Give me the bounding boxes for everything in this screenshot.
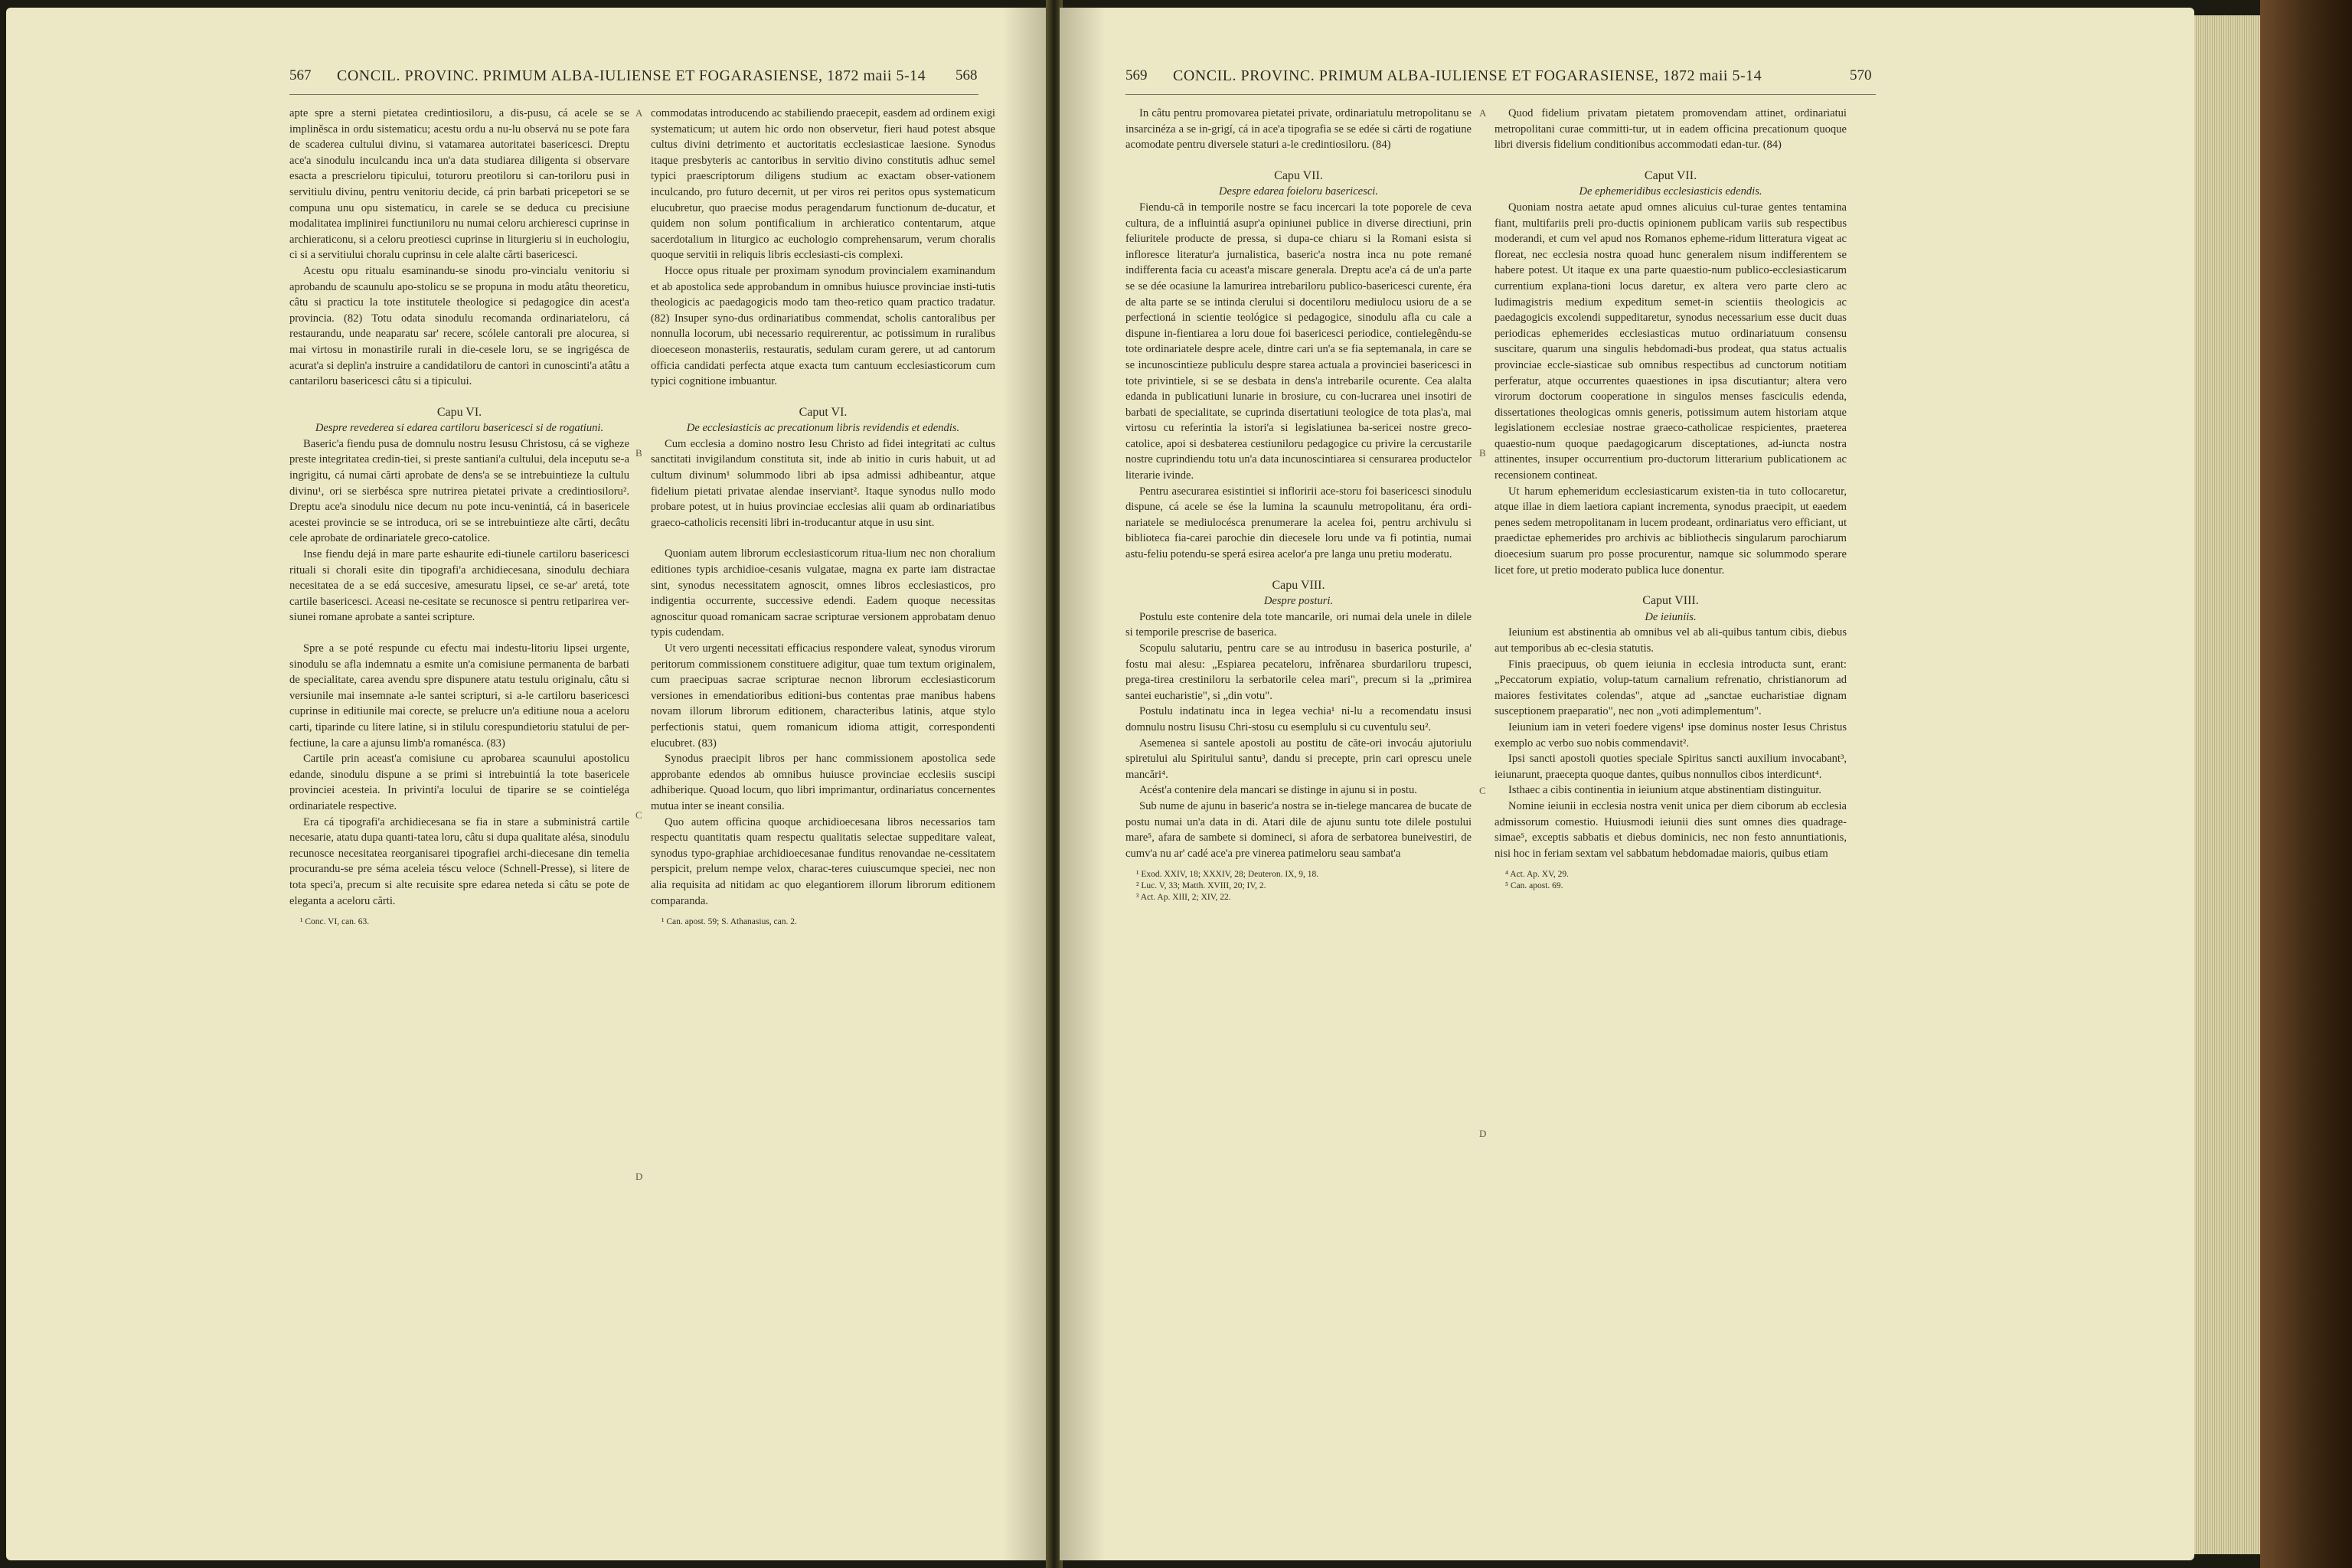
paragraph: Baseric'a fiendu pusa de domnulu nostru Iesusu Christosu, cá se vigheze preste integritatea credin-tiei, si preste santiani'a cultului, dela inceputu se-a ingrigitu, cá numai cărti aprobate de dens'a se se intrebuintieze la cultulu divinu¹, ori se sierbésca spre nutrirea pietatei private a credintiosiloru². Dreptu ace'a sinodulu nice decum nu pote incu-venintiá, cá in basericele acestei provincie se se introduca, ori se se intrebuintieze alte cărti, decâtu cele aprobate de ordinariatele greco-catolice. xyxy=(289,437,629,545)
gutter-shadow xyxy=(1003,8,1049,1560)
paragraph: Asemenea si santele apostoli au postitu de căte-ori invocáu ajutoriulu spiretului alu Spiritului santu³, dandu si precepte, prin cari oprescu unele mancări⁴. xyxy=(1125,737,1472,781)
header-rule xyxy=(1125,94,1876,95)
chapter-title: Caput VI. xyxy=(799,405,848,419)
paragraph: Quoniam autem librorum ecclesiasticorum ritua-lium nec non choralium editiones typis archidioe-cesanis vulgatae, magna ex parte iam distractae sint, synodus necessitatem agnoscit, omnes libros ecclesiasticos, pro indigentia occurrente, successive edendi. Eadem quoque necessitas agnoscitur quoad romanicam sacrae scripturae versionem approbatam denuo typis cudendam. xyxy=(651,547,995,639)
footnote xyxy=(1125,869,1472,903)
paragraph: Acést'a contenire dela mancari se distinge in ajunu si in postu. xyxy=(1139,784,1417,797)
chapter-title: Caput VII. xyxy=(1644,168,1697,182)
paragraph: Sub nume de ajunu in baseric'a nostra se in-tielege mancarea de bucate de postu numai un'a data in di. Atari dile de ajunu suntu tote dilele postului mare⁵, afara de sambete si domineci, si afora de serbatorea buneivestiri, de cumv'a nu ar' cadé ace'a pre vinerea patimeloru seau sambat'a xyxy=(1125,799,1472,860)
page-number-568: 568 xyxy=(956,67,978,83)
paragraph: Quod fidelium privatam pietatem promovendam attinet, ordinariatui metropolitani curae committi-tur, ut in eadem officina precationum quoque libri diversis fidelium conditionibus accommodati edan-tur. (84) xyxy=(1494,107,1847,152)
footnote-line: ⁵ Can. apost. 69. xyxy=(1505,881,1563,891)
footnote-line: ³ Act. Ap. XIII, 2; XIV, 22. xyxy=(1136,893,1231,903)
latin-column xyxy=(651,106,995,928)
margin-letter-d: D xyxy=(1479,1128,1487,1139)
page-number-567: 567 xyxy=(289,67,312,83)
paragraph: Finis praecipuus, ob quem ieiunia in ecclesia introducta sunt, erant: „Peccatorum expiatio, volup-tatum carnalium refrenatio, christianorum ad maiores festivitates colendas", atque ad „sanctae eucharistiae dignam susceptionem praeparatio", nec non „voti adimplementum". xyxy=(1494,658,1847,718)
chapter-subtitle: Despre revederea si edarea cartiloru basericesci si de rogatiuni. xyxy=(315,422,604,435)
paragraph: Cum ecclesia a domino nostro Iesu Christo ad fidei integritati ac cultus sanctitati invigilandum constituta sit, inde ab initio in curis habuit, ut ad cultum divinum¹ solummodo libri ab ipsa admissi adhibeantur, atque fidelium pietati privatae alendae inserviant². Itaque synodus nullo modo probare potest, ut in huius provinciae ecclesias alii quam ab ordinariatibus graeco-catholicis recensiti libri in-troducantur atque in usu sint. xyxy=(651,437,995,529)
paragraph: Pentru asecurarea esistintiei si infloririi ace-storu foi basericesci sinodulu dispune, cá acele se ése la lumina la scaunulu metropolitanu, éra ordi-nariatele se mediulocésca prenumerare la acelea foi, pentru archivulu si biblioteca fia-carei parochie din diecesele loru unde va fi potintia, numai astu-feliu potendu-se sperá esirea acelor'a pre langa unu pretiu moderatu. xyxy=(1125,485,1472,561)
footnote-line: ² Luc. V, 33; Matth. XVIII, 20; IV, 2. xyxy=(1136,881,1266,891)
paragraph: Nomine ieiunii in ecclesia nostra venit unica per diem ciborum ab ecclesia admissorum comestio. Huiusmodi ieiunii dies sunt omnes dies quadrage-simae⁵, exceptis sabbatis et diebus dominicis, nec non festo annuntiationis, nisi hoc in feriam sextam vel sabbatum hebdomadae maioris, quibus etiam xyxy=(1494,799,1847,860)
footnote xyxy=(1494,869,1847,892)
paragraph: Postulu este contenire dela tote mancarile, ori numai dela unele in dilele si temporile prescrise de baserica. xyxy=(1125,610,1472,639)
paragraph: Spre a se poté respunde cu efectu mai indestu-litoriu lipsei urgente, sinodulu se afla indemnatu a esmite un'a comisiune permanenta de barbati de specialitate, carea avendu spre dispunere atatu testulu originalu, câtu si versiunile mai insemnate a-le santei scripturi, si a-le cartiloru basericesci cuprinse in editiunile mai corecte, se prelucre un'a editiune noua a aceloru carti, tiparinde cu litere latine, si in stilulu corespundietoriu statului de per-fectiune, la care a ajunsu limb'a romanésca. (83) xyxy=(289,642,629,750)
paragraph: Postulu indatinatu inca in legea vechia¹ ni-lu a recomendatu insusi domnulu nostru Iisusu Chri-stosu cu esemplulu si cu cuventulu seu². xyxy=(1125,705,1472,733)
left-page xyxy=(6,8,1049,1560)
paragraph: Era cá tipografi'a archidiecesana se fia in stare a subministrá cartile necesarie, atatu dupa quanti-tatea loru, câtu si dupa qualitate alésa, sinodulu recunosce necesitatea reorganisarei tipografiei archi-diecesane din temelia procurandu-se pre séma aceleia téscu veloce (Schnell-Presse), si litere de tota speci'a, precum si alte recuisite spre edarea neteda si câtu se pote de eleganta a aceloru cărti. xyxy=(289,815,629,907)
latin-column xyxy=(1494,106,1847,892)
paragraph: Isthaec a cibis continentia in ieiunium atque abstinentiam distinguitur. xyxy=(1508,784,1821,797)
chapter-title: Caput VIII. xyxy=(1642,594,1699,608)
paragraph: In câtu pentru promovarea pietatei private, ordinariatulu metropolitanu se insarcinéza a se in-grigí, cá in ace'a tipografia se se edée si cărti de rogatiune acomodate pentru diversele staturi a-le credintiosiloru. (84) xyxy=(1125,107,1472,152)
paragraph: Cartile prin aceast'a comisiune cu aprobarea scaunului apostolicu edande, sinodulu dispune a se primi si intrebuintiá la tote basericele provinciei acesteia. In privinti'a locului de tiparire se se cointieléga ordinariatele respective. xyxy=(289,753,629,812)
margin-letter-b: B xyxy=(635,447,642,459)
romanian-column xyxy=(1125,106,1472,903)
margin-letter-b: B xyxy=(1479,447,1486,459)
header-rule xyxy=(289,94,978,95)
chapter-title: Capu VIII. xyxy=(1272,578,1325,592)
chapter-subtitle: De ephemeridibus ecclesiasticis edendis. xyxy=(1579,185,1762,198)
right-page xyxy=(1060,8,2194,1560)
footnote: ¹ Conc. VI, can. 63. xyxy=(300,917,370,927)
page-edges xyxy=(2194,15,2260,1554)
paragraph: Ipsi sancti apostoli quoties speciale Spiritus sancti auxilium invocabant³, ieiunarunt, praecepta quoque dantes, quibus nonnullos cibos interdicunt⁴. xyxy=(1494,753,1847,781)
margin-letter-a: A xyxy=(1479,107,1487,119)
running-header: CONCIL. PROVINC. PRIMUM ALBA-IULIENSE ET FOGARASIENSE, 1872 maii 5-14 xyxy=(337,67,926,84)
paragraph: Acestu opu ritualu esaminandu-se sinodu pro-vincialu venitoriu si aprobandu de scaunulu apo-stolicu se se propuna in modu atâtu theoreticu, câtu si practicu la tote institutele theologice si pedagogice din acest'a provincia. (82) Totu odata sinodulu recomanda ordinariateloru, cá restaurandu, unde neaparatu sar' recere, scólele cantorali pre alocurea, si mai virtosu in monastirile rurali in die-cesele loru, se se ingrigésca de acurat'a si deplin'a instruire a candidatiloru de cantori in cunoscinti'a atâtu a cantariloru basericesci câtu si a tipicului. xyxy=(289,264,629,388)
paragraph: Quo autem officina quoque archidioecesana libros necessarios tam respectu quantitatis quam respectu qualitatis selectae suppeditare valeat, synodus typo-graphiae archidioecesanae funditus renovandae ne-cessitatem perspicit, prelum nempe velox, charac-teres cuiuscumque speciei, nec non alia requisita ad nitidam ac quo elegantiorem illorum librorum editionem comparanda. xyxy=(651,815,995,907)
paragraph: apte spre a sterni pietatea credintiosiloru, a dis-pusu, cá acele se se impliněsca in ordu sistematicu; acestu ordu a nu-lu observá nu se pote fara de scaderea cultului divinu, si vatamarea autoritatei basericesci. Dreptu ace'a sinodulu inculcandu inca un'a data studiarea diligenta si observare esacta a prescrieloru tipicului, toturoru preotiloru si can-toriloru pusi in servitiulu divinu, pentru venitoriu decide, cá prin barbati pricepetori se se compuna unu opu sistematicu, in carele se se deduca cu precisiune modalitatea implinirei functiuniloru nu numai celoru archieresci cuprinse in archieraticonu, si a celoru preotiesci cuprinse in liturgieriu si in euchologiu, ci si a servitiului choralu cuprinsu in cele alalte cărti basericesci. xyxy=(289,107,629,262)
running-header: CONCIL. PROVINC. PRIMUM ALBA-IULIENSE ET FOGARASIENSE, 1872 maii 5-14 xyxy=(1173,67,1762,84)
chapter-subtitle: De ecclesiasticis ac precationum libris revidendis et edendis. xyxy=(686,422,960,435)
paragraph: Hocce opus rituale per proximam synodum provincialem examinandum et ab apostolica sede approbandum in omnibus huiusce provinciae insti-tutis theologicis ac paedagogicis modo tam theo-retico quam practico tradatur. (82) Insuper syno-dus ordinariatibus commendat, scholis cantoralibus per nonnulla locorum, ubi necessario requirerentur, ac potissimum in ruralibus dioeceseon monasteriis, restauratis, sedulam curam gerere, ut ad cantorum officia candidati perfecta atque exacta tum cantuum ecclesiasticorum cum typici cognitione imbuantur. xyxy=(651,264,995,388)
chapter-title: Capu VI. xyxy=(436,405,482,419)
gutter-shadow xyxy=(1060,8,1106,1560)
footnote: ¹ Can. apost. 59; S. Athanasius, can. 2. xyxy=(662,917,797,927)
margin-letter-c: C xyxy=(635,809,642,821)
footnote-line: ¹ Exod. XXIV, 18; XXXIV, 28; Deuteron. IX, 9, 18. xyxy=(1136,870,1319,880)
romanian-column xyxy=(289,106,629,928)
paragraph: Quoniam nostra aetate apud omnes alicuius cul-turae gentes tentamina fiant, multifariis preli pro-ductis opinionem publicam variis sub respectibus moderandi, et cum vel apud nos Romanos epheme-ridum litteratura vigeat ac floreat, nec ecclesia nostra quoad hunc generalem nisum indifferentem se habere potest. Ut itaque ex una parte quaestio-num publico-ecclesiasticarum currentium explana-tioni locus daretur, ex altera vero parte clero ac ludimagistris medium expeditum semet-in scientiis theologicis ac paedagogicis excolendi suppeditaretur, synodus necessarium esse ducit duas periodicas ephemerides ecclesiasticas mutuo ordinariatuum consensu suscitare, quarum una singulis hebdomadi-bus prodeat, qua status actualis provinciae eccle-siasticae sub omnibus respectibus ad cunctorum notitiam perferatur, atque occurrentes quaestiones in ipsa discutiantur; altera vero virorum doctorum cooperatione in singulos menses fasciculis edenda, dissertationes theologicas omnis generis, potissimum autem historiam atque legislationem ecclesiae nostrae graeco-catholicae respicientes, praeterea quaestio-num quoque paedagogicarum disceptationes, ad-iuncta nostra attinentes, insuper occurrentium pro-ductorum litterarium publicationem ac recensionem contineat. xyxy=(1494,201,1847,482)
paragraph: Ut vero urgenti necessitati efficacius respondere valeat, synodus virorum peritorum commissionem constituere adigitur, quae tum textum originalem, cum praecipuas sacrae scripturae necnon librorum ecclesiasticorum versiones in emendatioribus editioni-bus contentas prae manibus habens novam illorum librorum editionem, characteribus latinis, atque stylo perfectionis statui, quem romanicum idioma attigit, correspondenti elucubret. (83) xyxy=(651,642,995,750)
footnote-line: ⁴ Act. Ap. XV, 29. xyxy=(1505,870,1570,880)
book-cover xyxy=(2260,0,2352,1568)
chapter-subtitle: De ieiuniis. xyxy=(1645,610,1697,623)
paragraph: Inse fiendu dejá in mare parte eshaurite edi-tiunele cartiloru basericesci rituali si chorali esite din tipografi'a archidiecesana, sinodulu dechiara necesitatea de a se edá succesive, amesuratu lipsei, ce se-ar' aretá, tote cartile basericesci. Aceasi ne-cesitate se recunosce si pentru retiparirea ver-siunei romane aprobate a santei scripture. xyxy=(289,548,629,624)
page-number-569: 569 xyxy=(1125,67,1148,83)
margin-letter-d: D xyxy=(635,1171,643,1182)
paragraph: commodatas introducendo ac stabiliendo praecepit, easdem ad ordinem exigi systematicum; ut autem hic ordo non observetur, fieri haud potest absque cultus divini detrimento et auctoritatis ecclesiasticae laesione. Synodus itaque presbyteris ac cantoribus in servitio divino constitutis adhuc semel typici praescriptorum diligens studium ac exactam obser-vationem inculcando, pro futuro decernit, ut per viros rei peritos opus systematicum elucubretur, quo praecise modus peragendarum functionum de-ducatur, et quidem non solum pontificalium in archieratico contentarum, atque sacerdotalium in liturgico ac euchologio comprehensarum, verum choralis quoque servitii in reliquis libris ecclesiasti-cis complexi. xyxy=(651,107,995,262)
margin-letter-a: A xyxy=(635,107,643,119)
paragraph: Scopulu salutariu, pentru care se au introdusu in baserica posturile, a' fostu mai alesu: „Espiarea pecateloru, infrěnarea sburdariloru trupesci, prega-tirea crestiniloru la serbatorile celea mari", precum si la „primirea santei eucharistie", si „din votu". xyxy=(1125,642,1472,702)
paragraph: Synodus praecipit libros per hanc commissionem apostolica sede approbante edendos ab omnibus huiusce provinciae ecclesiis suscipi adhiberique. Quoad locum, quo libri imprimantur, ordinariatus concernentes mutua inter se ineant consilia. xyxy=(651,753,995,812)
chapter-subtitle: Despre edarea foieloru basericesci. xyxy=(1218,185,1379,198)
paragraph: Ut harum ephemeridum ecclesiasticarum existen-tia in tuto collocaretur, atque illae in diem laetiora capiant incrementa, synodus praecipit, ut eaedem penes sedem metropolitanam in lucem prodeant, ordinariatus vero efficiant, ut praedictae ephemerides pro archivis ac bibliothecis singularum parochiarum dioecesium suarum pro posse procurentur, namque sic solummodo sperare licet fore, ut pretio moderato publica luce donentur. xyxy=(1494,485,1847,577)
margin-letter-c: C xyxy=(1479,785,1486,796)
paragraph: Fiendu-că in temporile nostre se facu incercari la tote poporele de ceva cultura, de a influintiá asupr'a opiniunei publice in diverse directiuni, prin feliuritele producte de pressa, si dupa-ce chiaru si la Romani esista si infloresce literatur'a jurnalistica, baseric'a nostra inca nu pote remané indifferenta facia cu aceast'a miscare generala. Dreptu ace'a cá de un'a parte se se dée ocasiune la lamurirea intrebariloru publico-basericesci curente, éra de alta parte se se intinda clerului si docentiloru mediulocu usioru de a se perfectioná in scientie teológice si pedagogice, sinodulu afla cu cale a dispune in-fientiarea a loru doue foi basericesci periodice, contielegêndu-se tote ordinariatele despre acele, dintre cari un'a se fia septemanala, in care se se incunoscintieze publiculu despre starea actuala a provinciei basericesci in tote privintiele, si se se desbata in dens'a intrebarile ocurente. Cea alalta edanda in publicatiuni lunarie in brosiure, cu con-lucrarea unei insotiri de barbati de specialitate, se cuprinda disertatiuni teologice de tota plas'a, mai virtosu cu referintia la istori'a si legislatiunea ba-sericei nostre greco-catolice, apoi si desbaterea cestiuniloru pedagogice cu privire la cercustarile nostre cuprindiendu totu un'a data incunoscintiarea si censurarea productelor literarie ivinde. xyxy=(1125,201,1472,482)
page-number-570: 570 xyxy=(1850,67,1872,83)
paragraph: Ieiunium iam in veteri foedere vigens¹ ipse dominus noster Iesus Christus exemplo ac verbo suo nobis commendavit². xyxy=(1494,720,1847,750)
chapter-subtitle: Despre posturi. xyxy=(1263,595,1334,608)
chapter-title: Capu VII. xyxy=(1274,168,1323,182)
paragraph: Ieiunium est abstinentia ab omnibus vel ab ali-quibus tantum cibis, diebus aut temporibus ab ec-clesia statutis. xyxy=(1494,626,1847,655)
